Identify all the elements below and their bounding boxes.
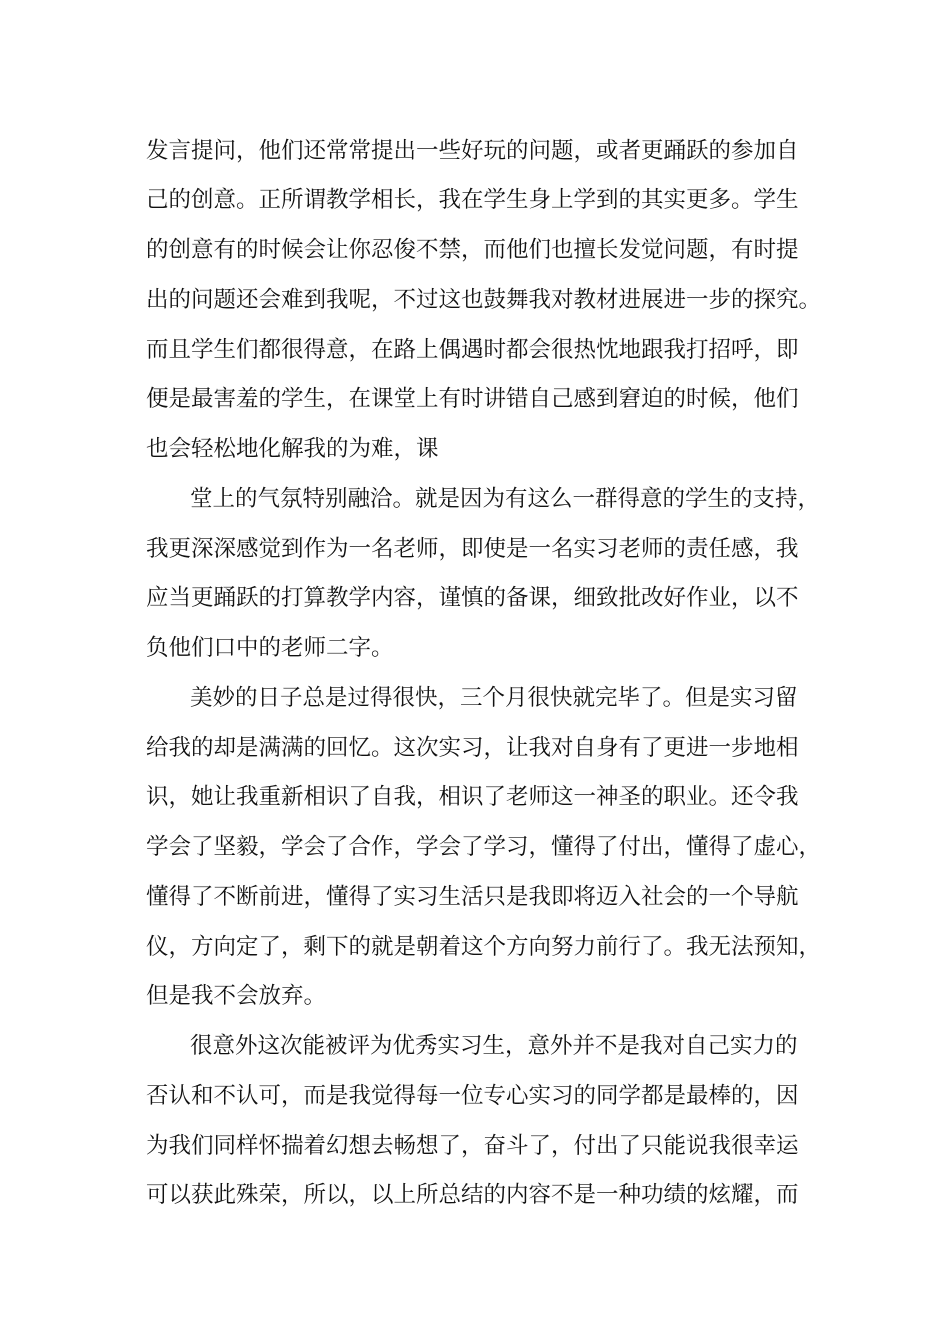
text-line: 为我们同样怀揣着幻想去畅想了，奋斗了，付出了只能说我很幸运 [146,1133,799,1159]
paragraph-first-line: 美妙的日子总是过得很快，三个月很快就完毕了。但是实习留 [190,685,798,711]
text-line: 出的问题还会难到我呢，不过这也鼓舞我对教材进展进一步的探究。 [146,287,822,313]
text-line: 己的创意。正所谓教学相长，我在学生身上学到的其实更多。学生 [146,187,799,213]
text-line: 也会轻松地化解我的为难，课 [146,436,439,462]
text-line: 应当更踊跃的打算教学内容，谨慎的备课，细致批改好作业，以不 [146,585,799,611]
text-line: 但是我不会放弃。 [146,983,327,1009]
text-line: 我更深深感觉到作为一名老师，即使是一名实习老师的责任感，我 [146,536,799,562]
text-line: 便是最害羞的学生，在课堂上有时讲错自己感到窘迫的时候，他们 [146,386,799,412]
text-line: 否认和不认可，而是我觉得每一位专心实习的同学都是最棒的，因 [146,1083,799,1109]
text-line: 的创意有的时候会让你忍俊不禁，而他们也擅长发觉问题，有时提 [146,237,799,263]
text-line: 发言提问，他们还常常提出一些好玩的问题，或者更踊跃的参加自 [146,138,799,164]
paragraph-first-line: 堂上的气氛特别融洽。就是因为有这么一群得意的学生的支持， [190,486,821,512]
paragraph-first-line: 很意外这次能被评为优秀实习生，意外并不是我对自己实力的 [190,1033,798,1059]
text-line: 而且学生们都很得意，在路上偶遇时都会很热忱地跟我打招呼，即 [146,337,799,363]
text-line: 学会了坚毅，学会了合作，学会了学习，懂得了付出，懂得了虚心， [146,834,822,860]
text-line: 仪，方向定了，剩下的就是朝着这个方向努力前行了。我无法预知， [146,934,822,960]
text-line: 给我的却是满满的回忆。这次实习，让我对自身有了更进一步地相 [146,735,799,761]
text-line: 负他们口中的老师二字。 [146,635,394,661]
text-line: 懂得了不断前进，懂得了实习生活只是我即将迈入社会的一个导航 [146,884,799,910]
text-line: 识，她让我重新相识了自我，相识了老师这一神圣的职业。还令我 [146,784,799,810]
text-line: 可以获此殊荣，所以，以上所总结的内容不是一种功绩的炫耀，而 [146,1182,799,1208]
